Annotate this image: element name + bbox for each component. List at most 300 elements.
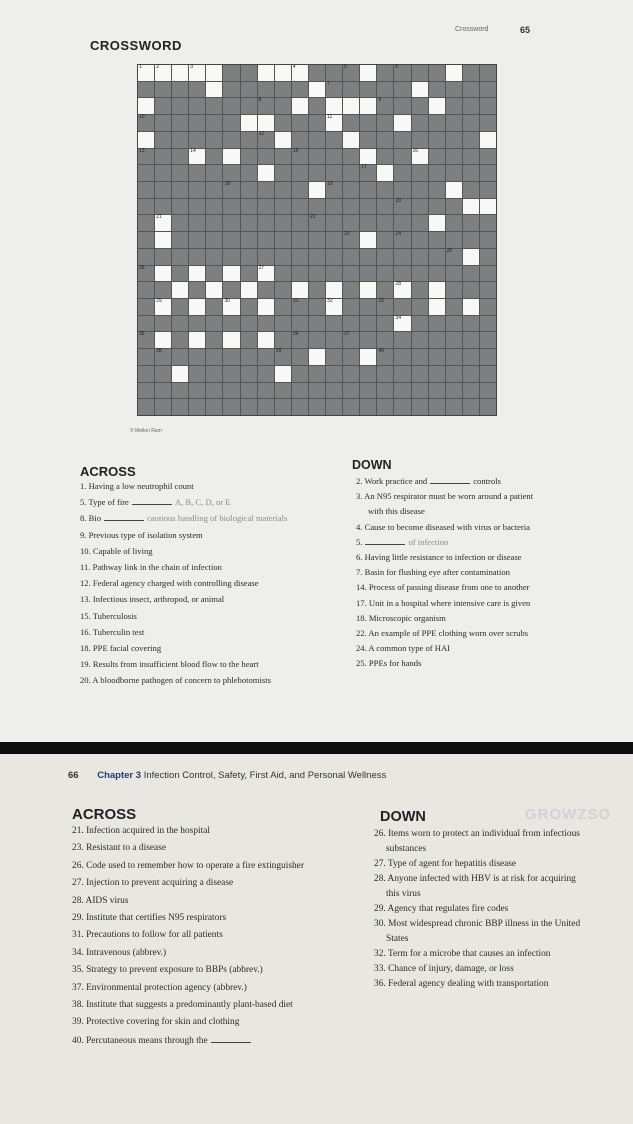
clue-line (356, 659, 421, 668)
grid-clue-number: 36 (292, 331, 299, 338)
grid-cell (241, 65, 257, 81)
clue-text: 40. Percutaneous means through the (72, 1035, 208, 1046)
clue-line (72, 966, 263, 975)
clue-text: 5. (356, 536, 363, 547)
grid-cell (275, 332, 291, 348)
clue-text: 12. Federal agency charged with controlling disease (80, 578, 259, 589)
grid-cell (206, 266, 222, 282)
grid-cell (343, 199, 359, 215)
grid-cell (360, 82, 376, 98)
grid-cell (223, 249, 239, 265)
grid-cell (258, 399, 274, 415)
grid-cell (394, 82, 410, 98)
grid-cell (138, 199, 154, 215)
grid-cell (292, 149, 308, 165)
grid-cell (292, 266, 308, 282)
grid-cell (412, 215, 428, 231)
grid-cell (360, 366, 376, 382)
grid-cell (463, 266, 479, 282)
grid-cell (189, 332, 205, 348)
grid-cell (155, 299, 171, 315)
grid-cell (429, 65, 445, 81)
grid-cell (343, 266, 359, 282)
grid-cell (258, 332, 274, 348)
grid-cell (360, 65, 376, 81)
clue-line (356, 492, 533, 501)
clue-line (80, 676, 271, 685)
clue-text: 2. Work practice and (356, 476, 428, 486)
grid-cell (206, 366, 222, 382)
grid-cell (377, 249, 393, 265)
grid-cell (343, 332, 359, 348)
grid-cell (394, 366, 410, 382)
grid-cell (480, 149, 496, 165)
grid-cell (343, 366, 359, 382)
grid-cell (223, 115, 239, 131)
clue-text: 13. Infectious insect, arthropod, or animal (80, 594, 225, 605)
grid-cell (241, 199, 257, 215)
grid-cell (189, 149, 205, 165)
clue-line (80, 482, 194, 491)
grid-cell (206, 82, 222, 98)
grid-cell (189, 98, 205, 114)
clue-line (374, 950, 550, 959)
grid-cell (292, 65, 308, 81)
grid-cell (377, 266, 393, 282)
grid-clue-number: 13 (139, 147, 145, 154)
clue-text: 32. Term for a microbe that causes an infection (374, 949, 551, 959)
grid-cell (206, 299, 222, 315)
grid-cell (223, 232, 239, 248)
grid-cell (360, 165, 376, 181)
grid-cell (241, 132, 257, 148)
grid-cell (275, 165, 291, 181)
grid-cell (275, 399, 291, 415)
clue-line (356, 583, 530, 592)
grid-cell (412, 98, 428, 114)
grid-clue-number: 2 (156, 64, 159, 70)
answer-blank (104, 514, 144, 521)
grid-cell (343, 316, 359, 332)
grid-cell (326, 399, 342, 415)
grid-cell (189, 199, 205, 215)
grid-cell (412, 266, 428, 282)
grid-cell (223, 215, 239, 231)
grid-cell (258, 215, 274, 231)
grid-cell (292, 349, 308, 365)
grid-cell (463, 366, 479, 382)
grid-cell (138, 165, 154, 181)
clue-line (80, 563, 222, 572)
grid-cell (480, 232, 496, 248)
clue-text: 31. Precautions to follow for all patients (72, 930, 223, 941)
grid-cell (189, 383, 205, 399)
grid-cell (326, 132, 342, 148)
clue-text: 10. Capable of living (80, 545, 153, 556)
grid-clue-number: 21 (156, 214, 162, 221)
grid-cell (309, 82, 325, 98)
grid-cell (223, 65, 239, 81)
grid-cell (429, 266, 445, 282)
grid-cell (412, 132, 428, 148)
grid-cell (292, 232, 308, 248)
grid-clue-number: 16 (412, 147, 419, 154)
grid-cell (258, 282, 274, 298)
grid-cell (138, 399, 154, 415)
grid-cell (446, 383, 462, 399)
grid-cell (206, 98, 222, 114)
grid-cell (412, 383, 428, 399)
grid-cell (446, 115, 462, 131)
grid-cell (241, 366, 257, 382)
grid-cell (138, 98, 154, 114)
grid-cell (172, 149, 188, 165)
answer-blank (430, 477, 470, 484)
grid-cell (463, 149, 479, 165)
clue-line (72, 844, 166, 853)
clue-line (72, 897, 129, 906)
grid-cell (206, 282, 222, 298)
clue-text: 28. Anyone infected with HBV is at risk for acquiring (374, 874, 576, 884)
grid-cell (446, 266, 462, 282)
grid-cell (258, 115, 274, 131)
grid-cell (138, 82, 154, 98)
grid-cell (412, 349, 428, 365)
grid-cell (309, 316, 325, 332)
running-header: Crossword (455, 26, 489, 33)
clue-text: 35. Strategy to prevent exposure to BBPs (abbrev.) (72, 965, 263, 976)
grid-cell (463, 98, 479, 114)
grid-cell (309, 215, 325, 231)
grid-cell (343, 299, 359, 315)
grid-cell (480, 132, 496, 148)
grid-cell (394, 232, 410, 248)
clue-line (72, 1018, 239, 1027)
clue-line (374, 965, 514, 974)
grid-cell (480, 115, 496, 131)
grid-cell (223, 282, 239, 298)
grid-cell (394, 165, 410, 181)
clue-line (386, 845, 426, 854)
grid-cell (241, 82, 257, 98)
clue-text: 20. A bloodborne pathogen of concern to phlebotomists (80, 675, 271, 686)
grid-cell (292, 98, 308, 114)
grid-cell (172, 383, 188, 399)
grid-cell (326, 383, 342, 399)
grid-cell (326, 332, 342, 348)
grid-cell (223, 165, 239, 181)
grid-cell (309, 65, 325, 81)
grid-cell (446, 332, 462, 348)
grid-cell (343, 165, 359, 181)
grid-cell (394, 182, 410, 198)
grid-cell (412, 399, 428, 415)
grid-cell (206, 199, 222, 215)
grid-cell (223, 98, 239, 114)
grid-cell (241, 98, 257, 114)
grid-cell (172, 115, 188, 131)
clue-text: 1. Having a low neutrophil count (80, 481, 194, 491)
grid-cell (241, 349, 257, 365)
grid-clue-number: 1 (139, 64, 142, 70)
grid-cell (309, 199, 325, 215)
grid-cell (172, 215, 188, 231)
grid-cell (394, 316, 410, 332)
grid-cell (326, 266, 342, 282)
grid-cell (326, 299, 342, 315)
grid-cell (463, 199, 479, 215)
grid-cell (429, 132, 445, 148)
clue-line (356, 477, 501, 486)
grid-cell (463, 215, 479, 231)
clue-text: 27. Type of agent for hepatitis disease (374, 859, 517, 869)
grid-cell (394, 115, 410, 131)
grid-cell (258, 65, 274, 81)
grid-cell (463, 299, 479, 315)
grid-cell (189, 132, 205, 148)
grid-cell (223, 199, 239, 215)
grid-cell (258, 182, 274, 198)
grid-cell (429, 299, 445, 315)
grid-cell (309, 182, 325, 198)
grid-cell (343, 215, 359, 231)
grid-cell (172, 266, 188, 282)
grid-cell (360, 383, 376, 399)
grid-cell (172, 232, 188, 248)
grid-cell (480, 366, 496, 382)
grid-cell (429, 115, 445, 131)
grid-cell (241, 299, 257, 315)
grid-cell (429, 199, 445, 215)
grid-cell (343, 383, 359, 399)
grid-cell (446, 399, 462, 415)
grid-cell (275, 115, 291, 131)
clue-line (80, 660, 259, 669)
grid-cell (258, 316, 274, 332)
grid-cell (326, 149, 342, 165)
grid-cell (326, 165, 342, 181)
grid-cell (206, 232, 222, 248)
grid-cell (138, 266, 154, 282)
clue-line (72, 1036, 254, 1046)
clue-tail: cautious handling of biological materials (147, 513, 288, 524)
grid-cell (206, 249, 222, 265)
grid-cell (138, 366, 154, 382)
grid-cell (480, 316, 496, 332)
grid-cell (463, 82, 479, 98)
grid-clue-number: 40 (378, 348, 384, 355)
grid-cell (138, 383, 154, 399)
grid-cell (412, 366, 428, 382)
clue-tail: of infection (408, 536, 449, 547)
grid-cell (446, 98, 462, 114)
grid-cell (463, 182, 479, 198)
clue-text: 4. Cause to become diseased with virus or bacteria (356, 521, 530, 532)
grid-cell (189, 266, 205, 282)
grid-cell (377, 215, 393, 231)
grid-cell (480, 65, 496, 81)
grid-cell (326, 115, 342, 131)
clue-text: 33. Chance of injury, damage, or loss (374, 964, 514, 974)
grid-cell (412, 316, 428, 332)
grid-cell (292, 199, 308, 215)
grid-cell (309, 266, 325, 282)
grid-cell (172, 299, 188, 315)
grid-cell (258, 232, 274, 248)
grid-cell (309, 98, 325, 114)
clue-line (72, 1001, 293, 1010)
clue-line (356, 553, 522, 562)
clue-text: 29. Agency that regulates fire codes (374, 904, 509, 914)
grid-cell (480, 282, 496, 298)
grid-cell (223, 399, 239, 415)
grid-cell (155, 132, 171, 148)
grid-cell (155, 249, 171, 265)
grid-cell (360, 115, 376, 131)
clue-text: States (386, 934, 409, 944)
grid-cell (275, 98, 291, 114)
grid-clue-number: 5 (344, 64, 347, 70)
grid-cell (480, 399, 496, 415)
grid-cell (275, 316, 291, 332)
grid-cell (206, 349, 222, 365)
grid-cell (480, 332, 496, 348)
grid-cell (326, 249, 342, 265)
grid-cell (275, 249, 291, 265)
clue-line (80, 579, 259, 588)
clue-text: 17. Unit in a hospital where intensive care is given (356, 597, 531, 608)
grid-cell (258, 98, 274, 114)
grid-clue-number: 32 (327, 298, 333, 304)
grid-cell (326, 366, 342, 382)
grid-cell (377, 282, 393, 298)
clue-line (374, 980, 548, 989)
grid-cell (258, 165, 274, 181)
grid-cell (360, 232, 376, 248)
grid-cell (412, 332, 428, 348)
grid-cell (343, 82, 359, 98)
chapter-title: Infection Control, Safety, First Aid, and Personal Wellness (143, 770, 387, 781)
grid-cell (275, 82, 291, 98)
grid-clue-number: 9 (378, 97, 382, 104)
grid-cell (377, 165, 393, 181)
grid-cell (394, 199, 410, 215)
grid-cell (189, 316, 205, 332)
grid-cell (206, 316, 222, 332)
grid-cell (155, 399, 171, 415)
clue-text: 34. Intravenous (abbrev.) (72, 947, 167, 958)
grid-cell (275, 182, 291, 198)
grid-cell (223, 316, 239, 332)
grid-cell (463, 316, 479, 332)
grid-cell (206, 182, 222, 198)
grid-cell (394, 332, 410, 348)
clue-text: 18. PPE facial covering (80, 643, 162, 653)
grid-cell (360, 399, 376, 415)
grid-cell (429, 249, 445, 265)
grid-cell (360, 349, 376, 365)
grid-cell (412, 115, 428, 131)
grid-cell (189, 215, 205, 231)
grid-cell (241, 182, 257, 198)
page-divider (0, 742, 633, 754)
grid-cell (412, 149, 428, 165)
across-clues-list-2 (72, 827, 372, 1107)
grid-cell (223, 132, 239, 148)
clue-text: 26. Code used to remember how to operate a fire extinguisher (72, 860, 304, 871)
grid-cell (480, 182, 496, 198)
grid-cell (377, 132, 393, 148)
grid-cell (394, 249, 410, 265)
grid-cell (155, 98, 171, 114)
grid-cell (480, 299, 496, 315)
grid-cell (292, 182, 308, 198)
grid-clue-number: 25 (446, 247, 453, 254)
grid-clue-number: 15 (292, 147, 299, 154)
down-clues-list (356, 477, 616, 687)
grid-cell (292, 115, 308, 131)
grid-cell (326, 282, 342, 298)
grid-cell (343, 282, 359, 298)
grid-clue-number: 18 (224, 181, 231, 187)
grid-cell (480, 349, 496, 365)
grid-cell (258, 383, 274, 399)
grid-cell (172, 132, 188, 148)
grid-cell (258, 249, 274, 265)
grid-clue-number: 8 (258, 97, 262, 104)
grid-cell (377, 349, 393, 365)
grid-cell (172, 249, 188, 265)
clue-line (374, 860, 516, 869)
grid-cell (138, 249, 154, 265)
grid-cell (343, 182, 359, 198)
grid-cell (309, 383, 325, 399)
grid-cell (292, 282, 308, 298)
grid-cell (223, 332, 239, 348)
grid-cell (412, 232, 428, 248)
clue-text: 27. Injection to prevent acquiring a disease (72, 878, 234, 889)
grid-cell (309, 132, 325, 148)
grid-clue-number: 26 (139, 264, 145, 271)
grid-cell (275, 383, 291, 399)
grid-cell (241, 249, 257, 265)
grid-cell (223, 266, 239, 282)
grid-cell (155, 165, 171, 181)
grid-cell (275, 366, 291, 382)
grid-cell (241, 332, 257, 348)
grid-cell (258, 149, 274, 165)
grid-cell (172, 282, 188, 298)
grid-cell (292, 383, 308, 399)
grid-cell (292, 299, 308, 315)
grid-cell (463, 383, 479, 399)
grid-cell (206, 132, 222, 148)
answer-blank (132, 498, 172, 505)
across-clues-list (80, 482, 340, 702)
grid-clue-number: 27 (258, 264, 265, 271)
grid-cell (172, 82, 188, 98)
grid-cell (412, 65, 428, 81)
grid-clue-number: 11 (327, 114, 333, 121)
clue-text: 26. Items worn to protect an individual from infectious (374, 829, 580, 839)
grid-cell (463, 232, 479, 248)
grid-cell (377, 332, 393, 348)
grid-cell (394, 149, 410, 165)
grid-cell (138, 215, 154, 231)
chapter-label: Chapter 3 (97, 770, 142, 781)
grid-cell (155, 82, 171, 98)
grid-cell (138, 182, 154, 198)
